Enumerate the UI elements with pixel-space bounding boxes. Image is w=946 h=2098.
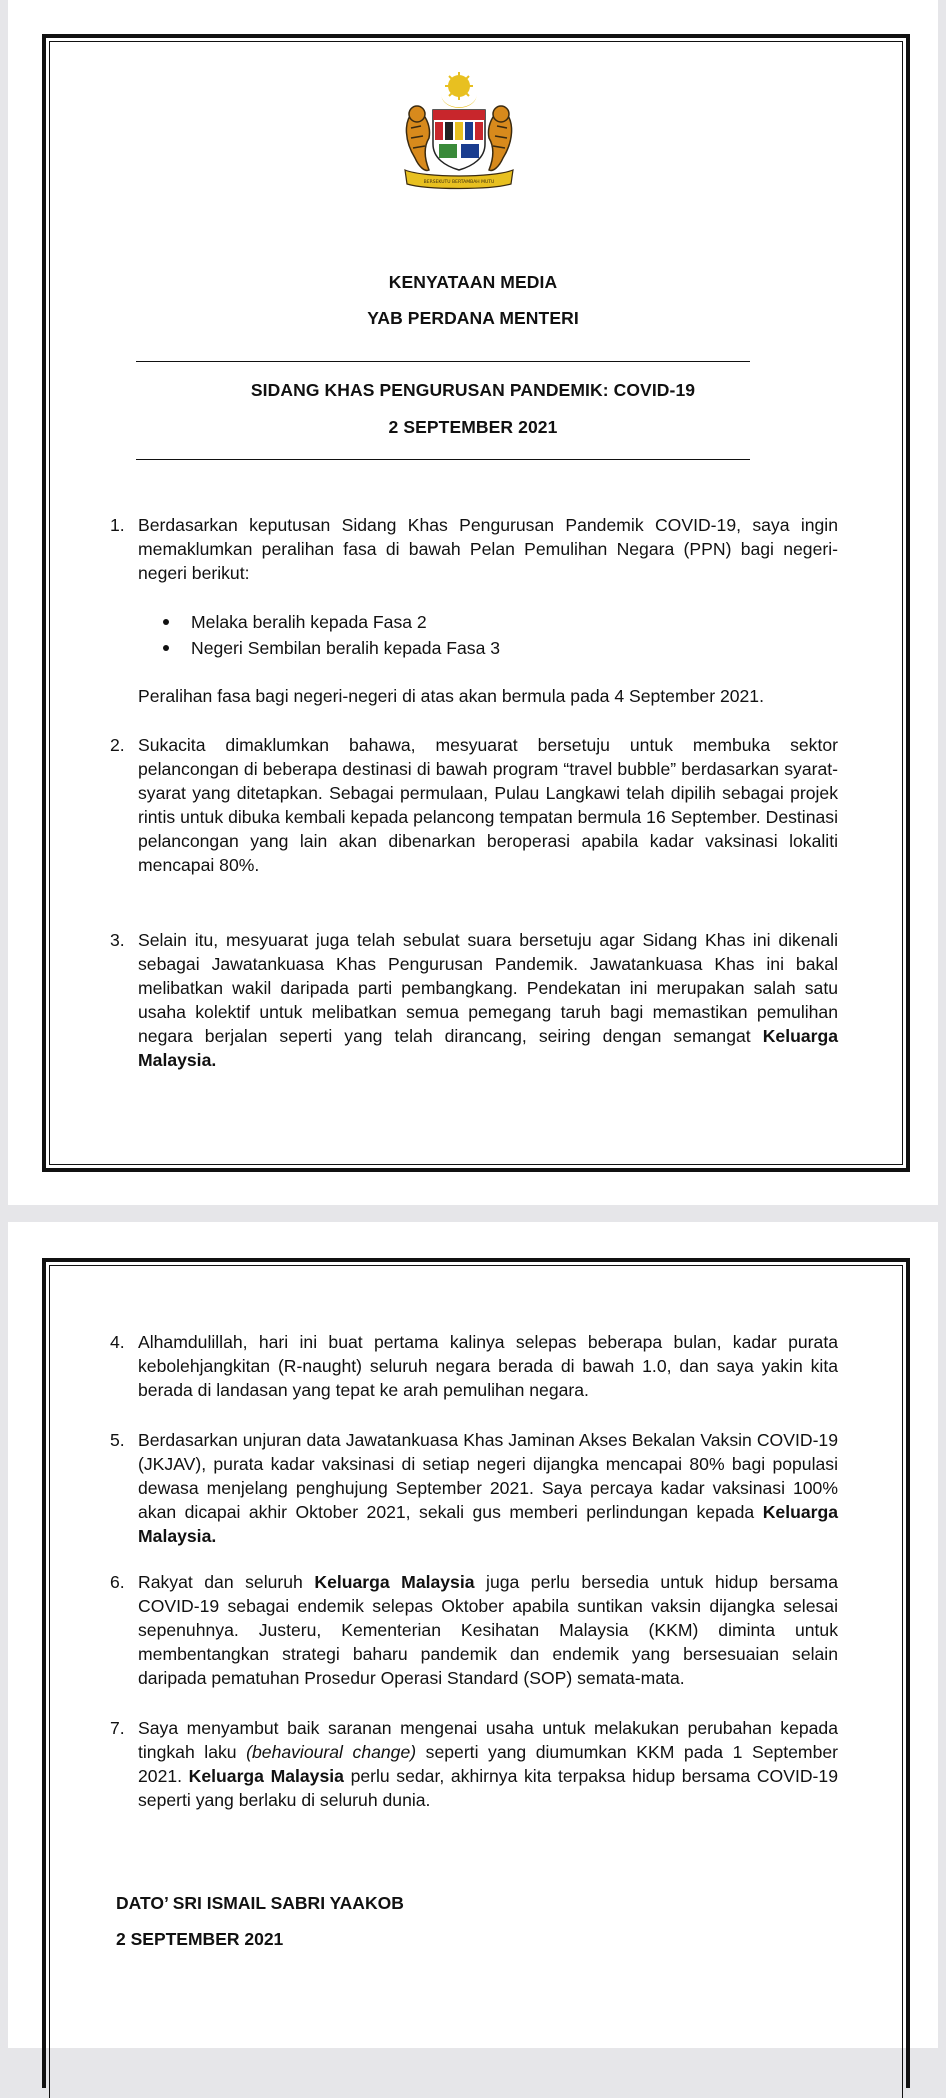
- paragraph-text: perlu sedar, akhirnya kita terpaksa hidup bersama COVID-19 seperti yang berlaku di seluruh dunia.: [138, 1766, 838, 1810]
- paragraph-5: [110, 1428, 838, 1548]
- keluarga-malaysia-emphasis: Keluarga Malaysia.: [138, 1502, 838, 1546]
- title-session: SIDANG KHAS PENGURUSAN PANDEMIK: COVID-19: [250, 380, 696, 400]
- title-media-statement: KENYATAAN MEDIA: [388, 272, 558, 292]
- paragraph-text: Saya menyambut baik saranan mengenai usaha untuk melakukan perubahan kepada tingkah laku: [138, 1718, 838, 1762]
- document-page-2: [8, 1222, 938, 2048]
- paragraph-number: 6.: [110, 1572, 125, 1592]
- keluarga-malaysia-emphasis: Keluarga Malaysia: [314, 1572, 475, 1592]
- paragraph-text: Sukacita dimaklumkan bahawa, mesyuarat bersetuju untuk membuka sektor pelancongan di beberapa destinasi di bawah program “travel bubble” berdasarkan syarat-syarat yang ditetapkan. Sebagai permulaan, Pulau Langkawi telah dipilih sebagai projek rintis untuk dibuka kembali kepada pelancong tempatan bermula 16 September. Destinasi pelancongan yang lain akan dibenarkan beroperasi apabila kadar vaksinasi lokaliti mencapai 80%.: [138, 735, 838, 875]
- paragraph-text: juga perlu bersedia untuk hidup bersama COVID-19 sebagai endemik selepas Oktober apabila suntikan vaksin dijangka selesai sepenuhnya. Justeru, Kementerian Kesihatan Malaysia (KKM) diminta untuk membentangkan strategi baharu pandemik dan endemik yang bersesuaian selain daripada pematuhan Prosedur Operasi Standard (SOP) semata-mata.: [138, 1572, 838, 1688]
- paragraph-6: [110, 1570, 838, 1690]
- signatory-name: DATO’ SRI ISMAIL SABRI YAAKOB: [116, 1893, 404, 1913]
- paragraph-text: seperti yang diumumkan KKM pada 1 September 2021.: [138, 1742, 839, 1786]
- title-prime-minister: YAB PERDANA MENTERI: [367, 308, 579, 328]
- paragraph-text: Alhamdulillah, hari ini buat pertama kalinya selepas beberapa bulan, kadar purata kebolehjangkitan (R-naught) seluruh negara berada di bawah 1.0, dan saya yakin kita berada di landasan yang tepat ke arah pemulihan negara.: [138, 1332, 838, 1400]
- paragraph-text: Rakyat dan seluruh: [138, 1572, 303, 1592]
- paragraph-1: [110, 513, 838, 585]
- malaysia-coat-of-arms-icon: [395, 72, 523, 194]
- keluarga-malaysia-emphasis: Keluarga Malaysia: [188, 1766, 344, 1786]
- signature-date: 2 SEPTEMBER 2021: [116, 1929, 284, 1949]
- crest-motto: BERSEKUTU BERTAMBAH MUTU: [423, 180, 495, 185]
- title-date: 2 SEPTEMBER 2021: [388, 417, 558, 437]
- paragraph-number: 5.: [110, 1430, 125, 1450]
- behavioural-change-italic: (behavioural change): [246, 1742, 417, 1762]
- paragraph-4: [110, 1330, 838, 1402]
- paragraph-text: Selain itu, mesyuarat juga telah sebulat suara bersetuju agar Sidang Khas ini dikenali sebagai Jawatankuasa Khas Pengurusan Pandemik. Jawatankuasa Khas ini bakal melibatkan wakil daripada parti pembangkang. Pendekatan ini merupakan salah satu usaha kolektif untuk melibatkan semua pemegang taruh bagi memastikan pemulihan negara berjalan seperti yang telah dirancang, seiring dengan semangat: [138, 930, 838, 1046]
- paragraph-number: 7.: [110, 1718, 125, 1738]
- paragraph-number: 3.: [110, 930, 125, 950]
- bullet-item: Melaka beralih kepada Fasa 2: [163, 609, 500, 635]
- document-page-1: [8, 0, 938, 1205]
- header-rule: [136, 361, 750, 362]
- paragraph-number: 4.: [110, 1332, 125, 1352]
- paragraph-text: Berdasarkan keputusan Sidang Khas Pengurusan Pandemik COVID-19, saya ingin memaklumkan peralihan fasa di bawah Pelan Pemulihan Negara (PPN) bagi negeri-negeri berikut:: [138, 515, 838, 583]
- keluarga-malaysia-emphasis: Keluarga Malaysia.: [138, 1026, 838, 1070]
- paragraph-2: [110, 733, 838, 877]
- paragraph-number: 1.: [110, 515, 125, 535]
- bullet-list: [163, 609, 500, 661]
- paragraph-text: Berdasarkan unjuran data Jawatankuasa Khas Jaminan Akses Bekalan Vaksin COVID-19 (JKJAV), purata kadar vaksinasi di setiap negeri dijangka mencapai 80% bagi populasi dewasa menjelang penghujung September 2021. Saya percaya kadar vaksinasi 100% akan dicapai akhir Oktober 2021, sekali gus memberi perlindungan kepada: [138, 1430, 838, 1522]
- header-rule: [136, 459, 750, 460]
- paragraph-number: 2.: [110, 735, 125, 755]
- paragraph-3: [110, 928, 838, 1072]
- paragraph-7: [110, 1716, 839, 1812]
- bullet-item: Negeri Sembilan beralih kepada Fasa 3: [163, 635, 500, 661]
- paragraph-1-note: Peralihan fasa bagi negeri-negeri di atas akan bermula pada 4 September 2021.: [138, 686, 764, 706]
